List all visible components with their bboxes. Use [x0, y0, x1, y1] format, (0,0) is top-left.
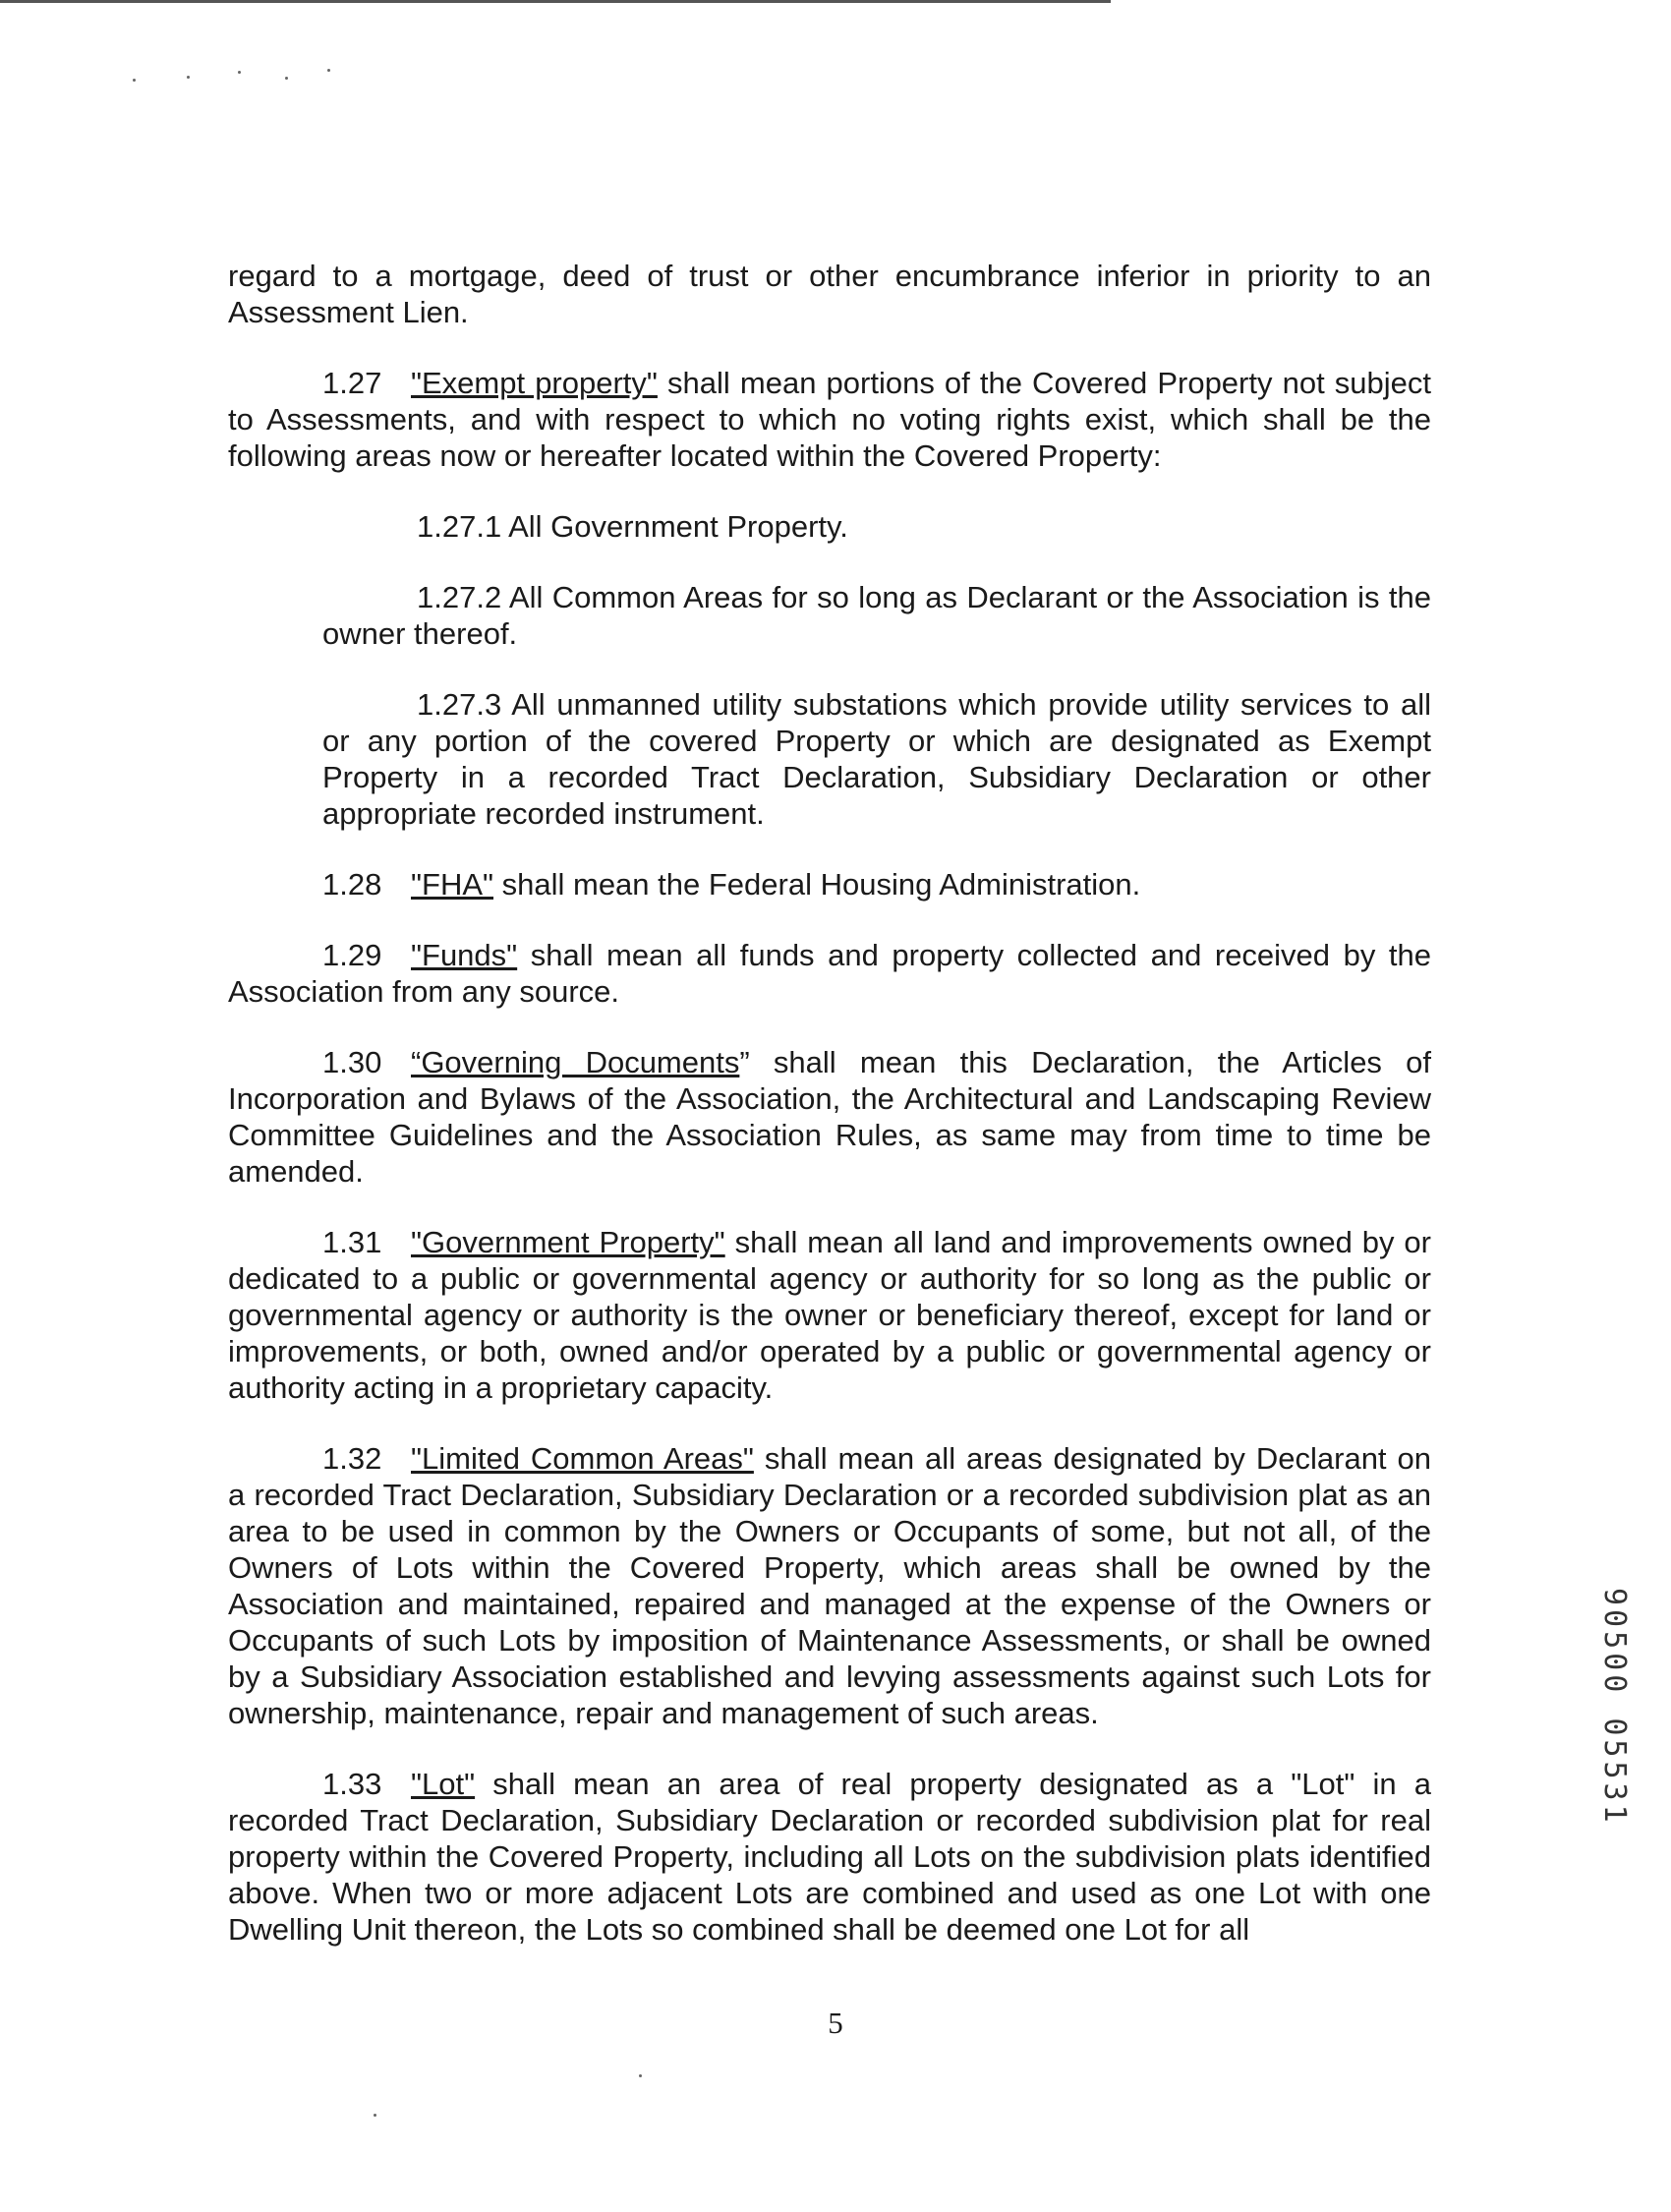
definition-1-31-government-property: [228, 1224, 1431, 1406]
definition-text: shall mean all areas designated by Declarant on a recorded Tract Declaration, Subsidiary Declaration or a recorded subdivision plat as an area to be used in common by the Owners or Occupants of some, but not all, of the Owners of Lots within the Covered Property, which areas shall be owned by the Association and maintained, repaired and managed at the expense of the Owners or Occupants of such Lots by imposition of Maintenance Assessments, or shall be owned by a Subsidiary Association established and levying assessments against such Lots for ownership, maintenance, repair and management of such areas.: [228, 1441, 1431, 1730]
definition-1-33-lot: [228, 1766, 1431, 1948]
section-number: 1.27.3: [417, 687, 502, 722]
definition-1-32-limited-common-areas: [228, 1440, 1431, 1731]
defined-term: “Governing Documents: [411, 1045, 740, 1079]
definition-1-30-governing-documents: [228, 1044, 1431, 1190]
section-number: 1.27: [322, 366, 382, 400]
paragraph-continuation: [228, 258, 1431, 330]
section-number: 1.27.1: [417, 509, 502, 544]
definition-text: ” shall mean this Declaration, the Articles of Incorporation and Bylaws of the Association, the Architectural and Landscaping Review Committee Guidelines and the Association Rules, as same may from time to time be amended.: [228, 1045, 1432, 1189]
section-number: 1.31: [322, 1225, 382, 1259]
scan-speck: [327, 69, 330, 72]
scan-speck: [133, 79, 136, 82]
subsection-1-27-3: [322, 686, 1431, 832]
definition-text: shall mean all land and improvements owned by or dedicated to a public or governmental agency or authority for so long as the public or governmental agency or authority is the owner or beneficiary thereof, except for land or improvements, or both, owned and/or operated by a public or governmental agency or authority acting in a proprietary capacity.: [228, 1225, 1431, 1405]
document-body: [228, 258, 1431, 1982]
definition-text: All Government Property.: [508, 509, 848, 544]
defined-term: "Government Property": [411, 1225, 725, 1259]
subsection-1-27-1: [322, 508, 1431, 545]
definition-1-27-exempt-property: [228, 365, 1431, 474]
definition-text: shall mean all funds and property collected and received by the Association from any source.: [228, 938, 1431, 1009]
defined-term: "Lot": [411, 1767, 476, 1801]
section-number: 1.32: [322, 1441, 382, 1476]
scan-speck: [639, 2074, 642, 2077]
section-number: 1.28: [322, 867, 382, 902]
defined-term: "Funds": [411, 938, 518, 972]
subsection-1-27-2: [322, 579, 1431, 652]
paragraph-body: regard to a mortgage, deed of trust or other encumbrance inferior in priority to an Assessment Lien.: [228, 259, 1431, 329]
section-number: 1.30: [322, 1045, 382, 1079]
scan-speck: [238, 71, 241, 74]
definition-1-29-funds: [228, 937, 1431, 1010]
recording-number-stamp: 90500 05531: [1597, 1588, 1632, 1827]
scan-speck: [374, 2114, 376, 2117]
scan-speck: [187, 76, 190, 79]
defined-term: "FHA": [411, 867, 494, 902]
page-number: 5: [828, 2006, 843, 2040]
scan-top-edge-line: [0, 0, 1111, 3]
definition-text: All unmanned utility substations which provide utility services to all or any portion of the covered Property or which are designated as Exempt Property in a recorded Tract Declaration, Subsidiary Declaration or other appropriate recorded instrument.: [322, 687, 1431, 831]
section-number: 1.27.2: [417, 580, 502, 614]
definition-text: shall mean the Federal Housing Administration.: [493, 867, 1141, 902]
definition-text: shall mean an area of real property designated as a "Lot" in a recorded Tract Declaration, Subsidiary Declaration or recorded subdivision plat for real property within the Covered Property, including all Lots on the subdivision plats identified above. When two or more adjacent Lots are combined and used as one Lot with one Dwelling Unit thereon, the Lots so combined shall be deemed one Lot for all: [228, 1767, 1431, 1947]
scan-speck: [285, 77, 288, 80]
definition-text: All Common Areas for so long as Declarant or the Association is the owner thereof.: [322, 580, 1431, 651]
defined-term: "Exempt property": [411, 366, 658, 400]
defined-term: "Limited Common Areas": [411, 1441, 754, 1476]
section-number: 1.33: [322, 1767, 382, 1801]
definition-text: shall mean portions of the Covered Property not subject to Assessments, and with respect to which no voting rights exist, which shall be the following areas now or hereafter located within the Covered Property:: [228, 366, 1431, 473]
definition-1-28-fha: [228, 866, 1431, 902]
section-number: 1.29: [322, 938, 382, 972]
